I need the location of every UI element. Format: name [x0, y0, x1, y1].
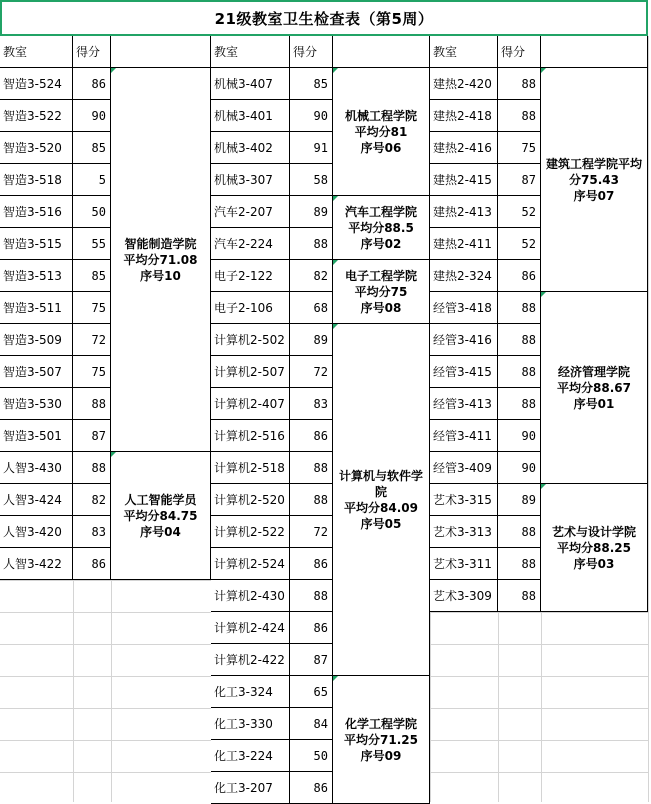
score-cell[interactable]: 88	[290, 228, 333, 260]
room-cell[interactable]: 计算机2-524	[211, 548, 290, 580]
room-cell[interactable]: 建热2-411	[430, 228, 498, 260]
score-cell[interactable]: 52	[498, 228, 541, 260]
college-average: 平均分88.25	[557, 540, 631, 555]
college-name: 计算机与软件学院	[338, 468, 423, 499]
college-summary-cell[interactable]	[541, 292, 648, 484]
college-name: 艺术与设计学院	[551, 524, 636, 539]
college-summary-cell[interactable]	[541, 68, 648, 292]
score-cell[interactable]: 82	[73, 484, 111, 516]
score-cell[interactable]: 86	[290, 548, 333, 580]
college-summary	[124, 492, 198, 540]
room-cell[interactable]: 计算机2-507	[211, 356, 290, 388]
score-cell[interactable]: 86	[290, 772, 333, 804]
room-cell[interactable]: 智造3-515	[0, 228, 73, 260]
college-average: 平均分84.09	[344, 500, 418, 515]
header-score[interactable]: 得分	[73, 36, 111, 68]
room-cell[interactable]: 艺术3-315	[430, 484, 498, 516]
room-cell[interactable]: 智造3-524	[0, 68, 73, 100]
room-cell[interactable]: 智造3-513	[0, 260, 73, 292]
room-cell[interactable]: 电子2-106	[211, 292, 290, 324]
score-cell[interactable]: 72	[73, 324, 111, 356]
college-summary-cell[interactable]	[333, 324, 430, 676]
score-cell[interactable]: 84	[290, 708, 333, 740]
college-name: 智能制造学院	[124, 236, 197, 251]
score-cell[interactable]: 87	[290, 644, 333, 676]
room-cell[interactable]: 化工3-224	[211, 740, 290, 772]
comment-marker-icon	[333, 68, 338, 73]
college-name: 建筑工程学院平均分75.43	[545, 156, 642, 187]
room-cell[interactable]: 汽车2-207	[211, 196, 290, 228]
college-average: 平均分84.75	[123, 508, 198, 523]
room-cell[interactable]: 经管3-411	[430, 420, 498, 452]
comment-marker-icon	[111, 452, 116, 457]
room-cell[interactable]: 化工3-330	[211, 708, 290, 740]
room-cell[interactable]: 经管3-418	[430, 292, 498, 324]
score-cell[interactable]: 89	[290, 324, 333, 356]
score-cell[interactable]: 88	[290, 580, 333, 612]
comment-marker-icon	[111, 68, 116, 73]
room-cell[interactable]: 智造3-501	[0, 420, 73, 452]
room-cell[interactable]: 智造3-520	[0, 132, 73, 164]
college-summary	[124, 236, 198, 284]
college-average: 平均分71.08	[123, 252, 198, 267]
college-summary	[557, 364, 631, 412]
college-summary-cell[interactable]	[541, 484, 648, 612]
college-summary	[545, 156, 643, 204]
score-cell[interactable]: 86	[498, 260, 541, 292]
college-rank: 序号10	[140, 268, 181, 283]
score-cell[interactable]: 58	[290, 164, 333, 196]
college-rank: 序号08	[360, 300, 402, 315]
room-cell[interactable]: 艺术3-311	[430, 548, 498, 580]
score-cell[interactable]: 90	[498, 420, 541, 452]
comment-marker-icon	[541, 484, 546, 489]
score-cell[interactable]: 89	[290, 196, 333, 228]
room-cell[interactable]: 计算机2-424	[211, 612, 290, 644]
header-room[interactable]: 教室	[430, 36, 498, 68]
college-summary	[552, 524, 636, 572]
score-cell[interactable]: 87	[73, 420, 111, 452]
room-cell[interactable]: 智造3-516	[0, 196, 73, 228]
college-name: 人工智能学员	[124, 492, 197, 507]
score-cell[interactable]: 75	[498, 132, 541, 164]
college-name: 电子工程学院	[344, 268, 417, 283]
score-cell[interactable]: 86	[290, 612, 333, 644]
college-rank: 序号07	[573, 188, 615, 203]
college-name: 机械工程学院	[344, 108, 417, 123]
room-cell[interactable]: 建热2-418	[430, 100, 498, 132]
header-blank[interactable]	[333, 36, 430, 68]
college-average: 平均分71.25	[344, 732, 418, 747]
header-room[interactable]: 教室	[0, 36, 73, 68]
room-cell[interactable]: 智造3-522	[0, 100, 73, 132]
sheet-title[interactable]: 21级教室卫生检查表（第5周）	[0, 0, 648, 36]
college-summary-cell[interactable]	[111, 68, 211, 452]
room-cell[interactable]: 机械3-307	[211, 164, 290, 196]
header-score[interactable]: 得分	[498, 36, 541, 68]
header-blank[interactable]	[111, 36, 211, 68]
score-cell[interactable]: 88	[498, 580, 541, 612]
room-cell[interactable]: 人智3-424	[0, 484, 73, 516]
room-cell[interactable]: 机械3-402	[211, 132, 290, 164]
score-cell[interactable]: 88	[73, 388, 111, 420]
score-cell[interactable]: 83	[73, 516, 111, 548]
score-cell[interactable]: 87	[498, 164, 541, 196]
score-cell[interactable]: 75	[73, 292, 111, 324]
room-cell[interactable]: 计算机2-422	[211, 644, 290, 676]
college-summary	[337, 468, 425, 532]
room-cell[interactable]: 人智3-422	[0, 548, 73, 580]
room-cell[interactable]: 计算机2-502	[211, 324, 290, 356]
score-cell[interactable]: 88	[498, 548, 541, 580]
score-cell[interactable]: 82	[290, 260, 333, 292]
room-cell[interactable]: 建热2-415	[430, 164, 498, 196]
room-cell[interactable]: 计算机2-520	[211, 484, 290, 516]
comment-marker-icon	[333, 196, 338, 201]
room-cell[interactable]: 化工3-207	[211, 772, 290, 804]
comment-marker-icon	[333, 324, 338, 329]
room-cell[interactable]: 机械3-407	[211, 68, 290, 100]
college-summary-cell[interactable]	[333, 676, 430, 804]
room-cell[interactable]: 智造3-507	[0, 356, 73, 388]
header-score[interactable]: 得分	[290, 36, 333, 68]
score-cell[interactable]: 86	[73, 548, 111, 580]
score-cell[interactable]: 90	[498, 452, 541, 484]
score-cell[interactable]: 65	[290, 676, 333, 708]
score-cell[interactable]: 85	[73, 132, 111, 164]
college-average: 平均分75	[354, 284, 408, 299]
gridline	[648, 36, 649, 802]
score-cell[interactable]: 88	[498, 100, 541, 132]
college-summary-cell[interactable]	[333, 196, 430, 260]
college-summary-cell[interactable]	[333, 260, 430, 324]
room-cell[interactable]: 经管3-416	[430, 324, 498, 356]
room-cell[interactable]: 计算机2-407	[211, 388, 290, 420]
college-average: 平均分81	[354, 124, 408, 139]
college-average: 平均分88.5	[348, 220, 414, 235]
college-rank: 序号04	[140, 524, 181, 539]
college-name: 化学工程学院	[344, 716, 417, 731]
college-average: 平均分88.67	[557, 380, 631, 395]
room-cell[interactable]: 建热2-416	[430, 132, 498, 164]
score-cell[interactable]: 86	[290, 420, 333, 452]
score-cell[interactable]: 88	[498, 68, 541, 100]
room-cell[interactable]: 汽车2-224	[211, 228, 290, 260]
college-name: 经济管理学院	[557, 364, 630, 379]
college-summary	[345, 108, 417, 156]
college-rank: 序号02	[360, 236, 402, 251]
comment-marker-icon	[333, 676, 338, 681]
score-cell[interactable]: 88	[290, 484, 333, 516]
score-cell[interactable]: 75	[73, 356, 111, 388]
college-summary	[344, 716, 418, 764]
room-cell[interactable]: 人智3-420	[0, 516, 73, 548]
header-room[interactable]: 教室	[211, 36, 290, 68]
score-cell[interactable]: 83	[290, 388, 333, 420]
score-cell[interactable]: 52	[498, 196, 541, 228]
room-cell[interactable]: 智造3-509	[0, 324, 73, 356]
score-cell[interactable]: 91	[290, 132, 333, 164]
score-cell[interactable]: 88	[498, 388, 541, 420]
college-rank: 序号09	[360, 748, 402, 763]
room-cell[interactable]: 计算机2-522	[211, 516, 290, 548]
comment-marker-icon	[541, 68, 546, 73]
score-cell[interactable]: 88	[73, 452, 111, 484]
score-cell[interactable]: 5	[73, 164, 111, 196]
college-name: 汽车工程学院	[344, 204, 417, 219]
college-summary-cell[interactable]	[111, 452, 211, 580]
score-cell[interactable]: 88	[498, 292, 541, 324]
room-cell[interactable]: 机械3-401	[211, 100, 290, 132]
score-cell[interactable]: 88	[498, 324, 541, 356]
score-cell[interactable]: 50	[290, 740, 333, 772]
college-rank: 序号03	[573, 556, 615, 571]
room-cell[interactable]: 计算机2-518	[211, 452, 290, 484]
room-cell[interactable]: 建热2-413	[430, 196, 498, 228]
comment-marker-icon	[541, 292, 546, 297]
room-cell[interactable]: 艺术3-313	[430, 516, 498, 548]
college-summary	[345, 204, 417, 252]
score-cell[interactable]: 90	[290, 100, 333, 132]
score-cell[interactable]: 90	[73, 100, 111, 132]
college-rank: 序号01	[573, 396, 615, 411]
score-cell[interactable]: 88	[498, 516, 541, 548]
score-cell[interactable]: 72	[290, 516, 333, 548]
college-summary	[345, 268, 417, 316]
room-cell[interactable]: 经管3-415	[430, 356, 498, 388]
college-summary-cell[interactable]	[333, 68, 430, 196]
score-cell[interactable]: 68	[290, 292, 333, 324]
score-cell[interactable]: 88	[498, 356, 541, 388]
room-cell[interactable]: 计算机2-430	[211, 580, 290, 612]
college-rank: 序号05	[360, 516, 402, 531]
score-cell[interactable]: 50	[73, 196, 111, 228]
score-cell[interactable]: 88	[290, 452, 333, 484]
score-cell[interactable]: 89	[498, 484, 541, 516]
room-cell[interactable]: 化工3-324	[211, 676, 290, 708]
room-cell[interactable]: 建热2-324	[430, 260, 498, 292]
score-cell[interactable]: 72	[290, 356, 333, 388]
room-cell[interactable]: 计算机2-516	[211, 420, 290, 452]
score-cell[interactable]: 55	[73, 228, 111, 260]
room-cell[interactable]: 经管3-409	[430, 452, 498, 484]
room-cell[interactable]: 经管3-413	[430, 388, 498, 420]
score-cell[interactable]: 85	[290, 68, 333, 100]
room-cell[interactable]: 艺术3-309	[430, 580, 498, 612]
score-cell[interactable]: 86	[73, 68, 111, 100]
comment-marker-icon	[333, 260, 338, 265]
room-cell[interactable]: 建热2-420	[430, 68, 498, 100]
room-cell[interactable]: 智造3-518	[0, 164, 73, 196]
room-cell[interactable]: 智造3-511	[0, 292, 73, 324]
college-rank: 序号06	[360, 140, 402, 155]
room-cell[interactable]: 电子2-122	[211, 260, 290, 292]
room-cell[interactable]: 人智3-430	[0, 452, 73, 484]
header-blank[interactable]	[541, 36, 648, 68]
score-cell[interactable]: 85	[73, 260, 111, 292]
room-cell[interactable]: 智造3-530	[0, 388, 73, 420]
